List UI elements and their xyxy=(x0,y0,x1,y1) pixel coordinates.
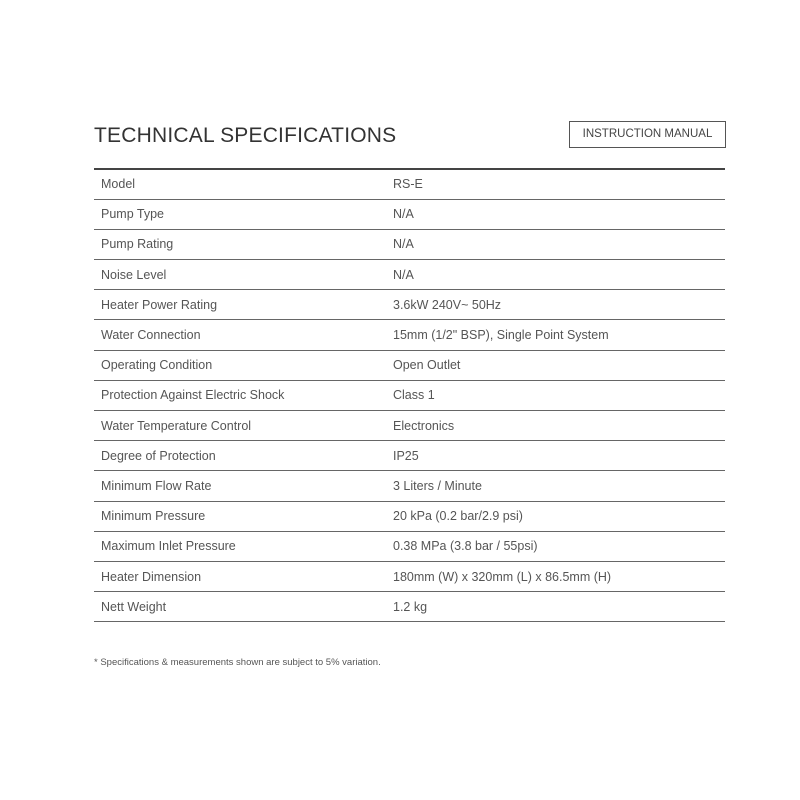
table-row xyxy=(94,531,725,561)
table-row xyxy=(94,471,725,501)
spec-value: N/A xyxy=(393,199,725,229)
table-row xyxy=(94,229,725,259)
spec-value: Electronics xyxy=(393,411,725,441)
spec-value: IP25 xyxy=(393,441,725,471)
table-row xyxy=(94,350,725,380)
spec-value: 180mm (W) x 320mm (L) x 86.5mm (H) xyxy=(393,561,725,591)
spec-label: Water Temperature Control xyxy=(94,411,393,441)
spec-value: 3 Liters / Minute xyxy=(393,471,725,501)
spec-value: N/A xyxy=(393,260,725,290)
spec-label: Degree of Protection xyxy=(94,441,393,471)
spec-value: Open Outlet xyxy=(393,350,725,380)
spec-value: RS-E xyxy=(393,169,725,199)
spec-label: Nett Weight xyxy=(94,592,393,622)
table-row xyxy=(94,411,725,441)
spec-value: 1.2 kg xyxy=(393,592,725,622)
table-row xyxy=(94,290,725,320)
spec-label: Heater Dimension xyxy=(94,561,393,591)
page-title: TECHNICAL SPECIFICATIONS xyxy=(94,124,397,147)
spec-table xyxy=(94,168,725,622)
spec-label: Minimum Flow Rate xyxy=(94,471,393,501)
table-row xyxy=(94,260,725,290)
table-row xyxy=(94,501,725,531)
table-row xyxy=(94,561,725,591)
spec-label: Heater Power Rating xyxy=(94,290,393,320)
spec-label: Maximum Inlet Pressure xyxy=(94,531,393,561)
table-row xyxy=(94,592,725,622)
spec-value: 0.38 MPa (3.8 bar / 55psi) xyxy=(393,531,725,561)
table-row xyxy=(94,320,725,350)
spec-label: Water Connection xyxy=(94,320,393,350)
instruction-manual-button[interactable]: INSTRUCTION MANUAL xyxy=(569,121,726,148)
spec-label: Pump Rating xyxy=(94,229,393,259)
spec-label: Noise Level xyxy=(94,260,393,290)
spec-label: Operating Condition xyxy=(94,350,393,380)
table-row xyxy=(94,441,725,471)
spec-label: Minimum Pressure xyxy=(94,501,393,531)
table-row xyxy=(94,169,725,199)
spec-label: Model xyxy=(94,169,393,199)
spec-value: N/A xyxy=(393,229,725,259)
spec-label: Pump Type xyxy=(94,199,393,229)
table-row xyxy=(94,199,725,229)
spec-label: Protection Against Electric Shock xyxy=(94,380,393,410)
spec-value: 20 kPa (0.2 bar/2.9 psi) xyxy=(393,501,725,531)
table-row xyxy=(94,380,725,410)
spec-value: Class 1 xyxy=(393,380,725,410)
footnote: * Specifications & measurements shown are subject to 5% variation. xyxy=(94,657,381,668)
spec-value: 3.6kW 240V~ 50Hz xyxy=(393,290,725,320)
spec-value: 15mm (1/2" BSP), Single Point System xyxy=(393,320,725,350)
